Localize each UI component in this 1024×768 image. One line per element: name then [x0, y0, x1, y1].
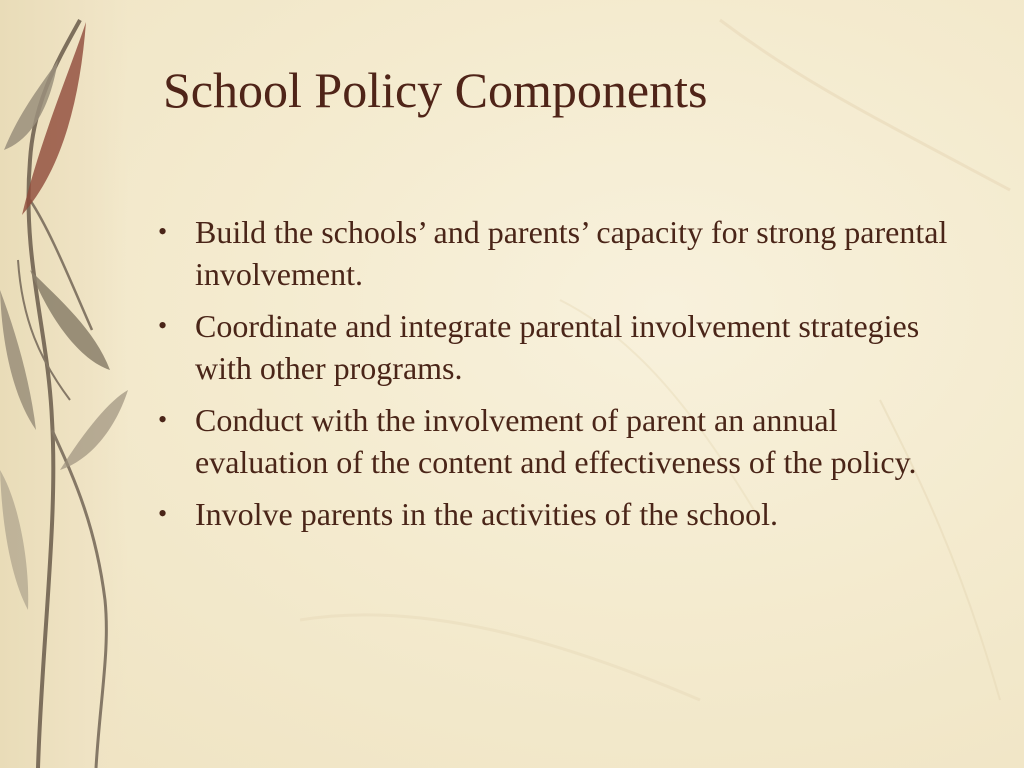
bullet-item: [158, 399, 958, 483]
bullet-text: Coordinate and integrate parental involvement strategies with other programs.: [195, 308, 920, 386]
leafy-branch-icon: [0, 0, 150, 768]
bullet-dot-icon: •: [158, 311, 168, 340]
bullet-dot-icon: •: [158, 499, 168, 528]
bullet-list: [158, 211, 958, 545]
bullet-text: Build the schools’ and parents’ capacity for strong parental involvement.: [195, 214, 948, 292]
bullet-item: [158, 305, 958, 389]
bullet-text: Involve parents in the activities of the school.: [195, 496, 778, 532]
bullet-dot-icon: •: [158, 405, 168, 434]
bullet-dot-icon: •: [158, 217, 168, 246]
bullet-item: [158, 493, 958, 535]
bullet-item: [158, 211, 958, 295]
slide-title: School Policy Components: [163, 62, 708, 118]
bullet-text: Conduct with the involvement of parent an annual evaluation of the content and effectiveness of the policy.: [195, 402, 917, 480]
